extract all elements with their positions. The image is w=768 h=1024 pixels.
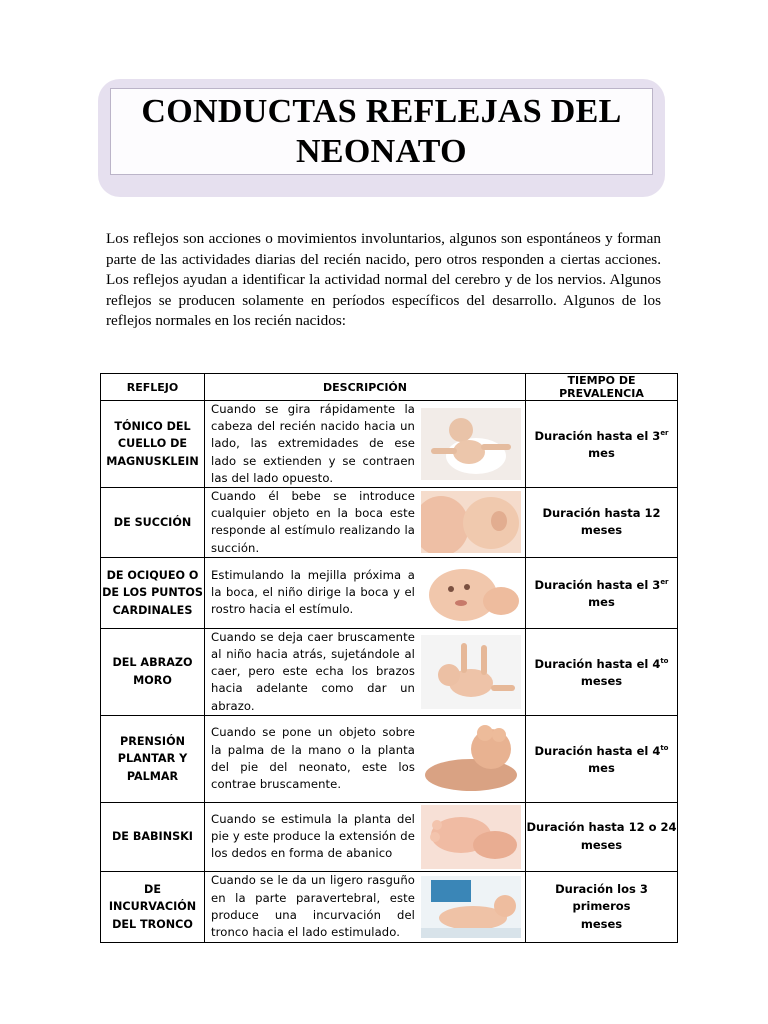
reflex-duration: Duración hasta el $4^{to}$ meses <box>526 628 678 715</box>
reflex-duration: Duración los 3 primeros meses <box>526 871 678 942</box>
reflex-name: DE OCIQUEO O DE LOS PUNTOS CARDINALES <box>101 557 205 628</box>
reflex-description: Cuando él bebe se introduce cualquier objeto en la boca este responde al estímulo realizando la succión. <box>211 489 415 555</box>
reflex-name: TÓNICO DEL CUELLO DE MAGNUSKLEIN <box>101 401 205 488</box>
reflex-name: DE SUCCIÓN <box>101 488 205 558</box>
reflex-description-cell <box>205 488 526 558</box>
header-duration: TIEMPO DE PREVALENCIA <box>526 374 678 401</box>
reflex-description-cell <box>205 401 526 488</box>
table-row <box>101 401 678 488</box>
header-reflex: REFLEJO <box>101 374 205 401</box>
reflex-description: Cuando se deja caer bruscamente al niño hacia atrás, sujetándole al caer, pero este echa los brazos hacia adelante como dar un abrazo. <box>211 629 415 713</box>
baby-face-icon <box>421 561 521 625</box>
reflex-description-cell <box>205 628 526 715</box>
reflex-duration: Duración hasta el $4^{to}$ mes <box>526 715 678 802</box>
reflex-name: DE BABINSKI <box>101 802 205 871</box>
page-title <box>141 92 621 172</box>
moro-baby-icon <box>421 635 521 709</box>
reflex-description-cell <box>205 557 526 628</box>
reflex-description: Estimulando la mejilla próxima a la boca, el niño dirige la boca y el rostro hacia el estímulo. <box>211 568 415 617</box>
reflex-duration: Duración hasta 12 o 24 meses <box>526 802 678 871</box>
table-row <box>101 488 678 558</box>
reflex-name: PRENSIÓN PLANTAR Y PALMAR <box>101 715 205 802</box>
reflexes-table <box>100 373 678 943</box>
baby-prone-icon <box>421 876 521 938</box>
grasping-hand-icon <box>421 723 521 795</box>
table-row <box>101 628 678 715</box>
title-line-1: CONDUCTAS REFLEJAS DEL <box>141 92 622 130</box>
table-row <box>101 557 678 628</box>
table-header-row <box>101 374 678 401</box>
header-description: DESCRIPCIÓN <box>205 374 526 401</box>
reflex-name: DE INCURVACIÓN DEL TRONCO <box>101 871 205 942</box>
reflex-duration: Duración hasta el 3er mes <box>526 401 678 488</box>
reflex-description-cell <box>205 871 526 942</box>
table-row <box>101 802 678 871</box>
table-row <box>101 871 678 942</box>
reflex-description-cell <box>205 802 526 871</box>
infant-lying-icon <box>421 408 521 480</box>
reflex-description: Cuando se gira rápidamente la cabeza del recién nacido hacia un lado, las extremidades de ese lado se extienden y se contraen las del lado opuesto. <box>211 402 415 485</box>
title-box <box>110 88 653 175</box>
baby-foot-icon <box>421 805 521 869</box>
reflex-duration: Duración hasta el 3er mes <box>526 557 678 628</box>
reflex-duration: Duración hasta 12 meses <box>526 488 678 558</box>
reflex-description: Cuando se estimula la planta del pie y este produce la extensión de los dedos en forma de abanico <box>211 812 415 861</box>
intro-paragraph: Los reflejos son acciones o movimientos involuntarios, algunos son espontáneos y forman parte de las actividades diarias del recién nacido, pero otros responden a ciertas acciones. Los reflejos ayudan a identificar la actividad normal del cerebro y de los nervios. Algunos reflejos se producen solamente en períodos específicos del desarrollo. Algunos de los reflejos normales en los recién nacidos: <box>106 230 661 330</box>
breastfeeding-icon <box>421 491 521 553</box>
reflex-description: Cuando se le da un ligero rasguño en la parte paravertebral, este produce una incurvación del tronco hacia el lado estimulado. <box>211 873 415 940</box>
title-line-2: NEONATO <box>296 132 467 170</box>
title-banner <box>98 79 665 197</box>
reflex-description: Cuando se pone un objeto sobre la palma de la mano o la planta del pie del neonato, este los contrae bruscamente. <box>211 725 415 792</box>
reflex-description-cell <box>205 715 526 802</box>
reflex-name: DEL ABRAZO MORO <box>101 628 205 715</box>
table-row <box>101 715 678 802</box>
